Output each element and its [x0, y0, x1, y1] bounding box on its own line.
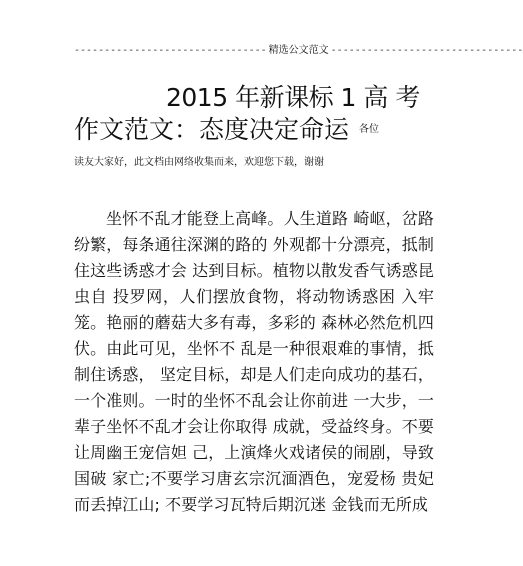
header-label: 精选公文范文: [268, 45, 329, 56]
body-paragraph: 坐怀不乱才能登上高峰。人生道路 崎岖，岔路纷繁，每条通往深渊的路的 外观都十分漂亮，抵制住这些诱惑才会 达到目标。植物以散发香气诱惑昆虫自 投罗网，人们摆放食物，将动物诱惑困 入牢笼。艳丽的蘑菇大多有毒，多彩的 森林必然危机四伏。由此可见，坐怀不 乱是一种很艰难的事情，抵制住诱惑， 坚定目标，却是人们走向成功的基石， 一个准则。一时的坐怀不乱会让你前进 一大步，一辈子坐怀不乱才会让你取得 成就，受益终身。不要让周幽王宠信妲 己，上演烽火戏诸侯的闹剧，导致国破 家亡;不要学习唐玄宗沉湎酒色，宠爱杨 贵妃而丢掉江山; 不要学习瓦特后期沉迷 金钱而无所成: [74, 209, 434, 514]
header-right-dashes: --------------------------------: [330, 45, 523, 56]
title-line-2: [74, 114, 379, 146]
title-line-1: 2015 年新课标 1 高 考: [166, 83, 420, 112]
page-header: [74, 44, 523, 58]
document-body: [74, 206, 434, 518]
greeting-text: 读友大家好，此文档由网络收集而来，欢迎您下载，谢谢: [74, 157, 324, 168]
header-left-dashes: --------------------------------: [74, 45, 267, 56]
title-line-2-text: 作文范文：态度决定命运: [74, 115, 350, 144]
title-line-2-tail: 各位: [359, 124, 380, 135]
